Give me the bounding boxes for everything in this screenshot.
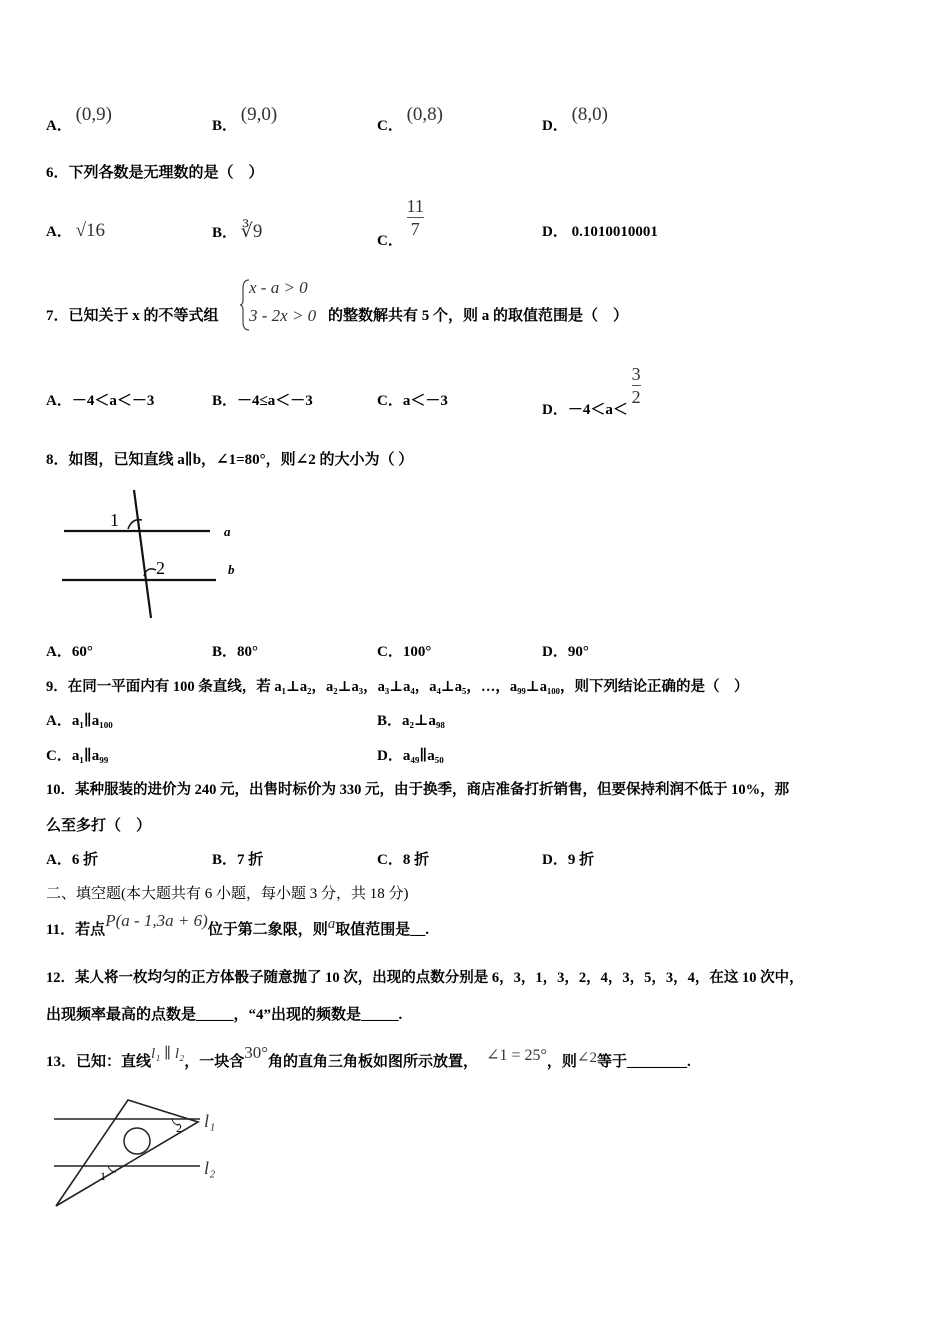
q7-option-b: B．－4≤a＜－3 [212, 393, 313, 409]
q7-option-d [542, 364, 641, 418]
q7-stem-post: 的整数解共有 5 个，则 a 的取值范围是（ ） [328, 308, 629, 324]
q5-option-b [212, 104, 278, 136]
q10-stem-line-1: 10．某种服装的进价为 240 元，出售时标价为 330 元，由于换季，商店准备打折销售，但要保持利润不低于 10%，那 [46, 782, 790, 798]
point-expression: P(a - 1,3a + 6) [105, 911, 208, 930]
q11 [46, 911, 430, 939]
q6-option-a [46, 220, 105, 242]
angle-2-expression: ∠2 [576, 1050, 597, 1066]
option-letter: D． [542, 224, 568, 240]
q6-option-d [542, 220, 658, 241]
angle-label-2: 2 [176, 1121, 182, 1135]
q13-mid1: ，一块含 [184, 1054, 245, 1070]
option-value: (0,8) [406, 104, 443, 125]
q10-option-a: A．6 折 [46, 852, 99, 868]
option-letter: B． [212, 118, 238, 134]
fraction [632, 364, 641, 407]
q9-option-a: A．a₁∥a₁₀₀ [46, 713, 113, 729]
q10-option-b: B．7 折 [212, 852, 264, 868]
angle-label-1: 1 [100, 1169, 106, 1183]
q5-option-c [377, 104, 443, 136]
numerator: 3 [631, 364, 641, 384]
q6-stem: 6．下列各数是无理数的是（ ） [46, 165, 264, 181]
q6-option-c [377, 196, 424, 249]
q13-post: 等于________. [596, 1054, 691, 1070]
denominator: 7 [410, 219, 420, 239]
q7-option-c: C．a＜－3 [377, 393, 448, 409]
option-letter: D． [542, 118, 568, 134]
option-value: √16 [75, 220, 106, 241]
parallel-expression: l₁ ∥ l₂ [151, 1046, 185, 1062]
line-label-l1: l₁ [204, 1111, 216, 1131]
q9-option-c: C．a₁∥a₉₉ [46, 748, 109, 764]
q8-option-a: A．60° [46, 644, 93, 660]
fraction [407, 196, 424, 239]
q7-option-a: A．－4＜a＜－3 [46, 393, 155, 409]
angle-label-1: 1 [110, 510, 119, 530]
parallel-lines-figure [56, 484, 256, 624]
q5-option-a [46, 104, 112, 136]
q7-stem-pre: 7．已知关于 x 的不等式组 [46, 308, 219, 324]
q10-option-c: C．8 折 [377, 852, 430, 868]
numerator: 11 [406, 196, 424, 216]
option-letter: C． [377, 232, 403, 249]
option-value: 0.1010010001 [571, 224, 658, 240]
line-label-a: a [224, 524, 231, 539]
q9-option-d: D．a₄₉∥a₅₀ [377, 748, 444, 764]
option-letter: B． [212, 225, 238, 241]
q11-post: 取值范围是__. [335, 922, 430, 938]
q13-pre: 13．已知：直线 [46, 1054, 152, 1070]
line-label-l2: l₂ [204, 1158, 216, 1178]
angle-30: 30° [244, 1043, 269, 1062]
option-value: ∛9 [240, 221, 263, 242]
option-text: D．－4＜a＜ [542, 401, 628, 418]
option-letter: C． [377, 118, 403, 134]
option-letter: A． [46, 118, 72, 134]
option-value: (8,0) [571, 104, 608, 125]
q9-stem: 9．在同一平面内有 100 条直线，若 a₁⊥a₂，a₂⊥a₃，a₃⊥a₄，a₄⊥a₅，…，a₉₉⊥a₁₀₀，则下列结论正确的是（ ） [46, 679, 749, 695]
q11-pre: 11．若点 [46, 922, 106, 938]
inequality-line-1: x - a > 0 [249, 278, 308, 297]
option-value: (9,0) [240, 104, 278, 125]
section-heading: 二、填空题(本大题共有 6 小题，每小题 3 分，共 18 分) [46, 886, 409, 902]
triangle-ruler-figure [46, 1094, 236, 1214]
q13 [46, 1043, 691, 1071]
q6-option-b [212, 220, 262, 243]
denominator: 2 [631, 387, 641, 407]
option-letter: A． [46, 224, 72, 240]
q11-mid: 位于第二象限，则 [207, 922, 328, 938]
option-value: (0,9) [75, 104, 112, 125]
q8-stem: 8．如图，已知直线 a∥b，∠1=80°，则∠2 的大小为（ ） [46, 452, 414, 468]
q8-option-c: C．100° [377, 644, 432, 660]
angle-1-expression: ∠1 = 25° [486, 1047, 547, 1064]
q12-line-1: 12．某人将一枚均匀的正方体骰子随意抛了 10 次，出现的点数分别是 6，3，1，3，2，4，3，5，3，4，在这 10 次中， [46, 970, 804, 986]
variable-a: a [327, 916, 336, 932]
inequality-line-2: 3 - 2x > 0 [249, 306, 317, 325]
line-label-b: b [228, 562, 235, 577]
q13-mid2: 角的直角三角板如图所示放置， [268, 1054, 479, 1070]
q12-line-2: 出现频率最高的点数是_____，“4”出现的频数是_____. [46, 1007, 403, 1023]
q9-option-b: B．a₂⊥a₉₈ [377, 713, 445, 729]
q13-mid3: ，则 [546, 1054, 577, 1070]
q10-stem-line-2: 么至多打（ ） [46, 818, 152, 834]
q5-option-d [542, 104, 608, 136]
angle-label-2: 2 [156, 558, 165, 578]
q8-option-d: D．90° [542, 644, 589, 660]
inequality-system [239, 278, 327, 332]
q10-option-d: D．9 折 [542, 852, 595, 868]
q8-option-b: B．80° [212, 644, 259, 660]
